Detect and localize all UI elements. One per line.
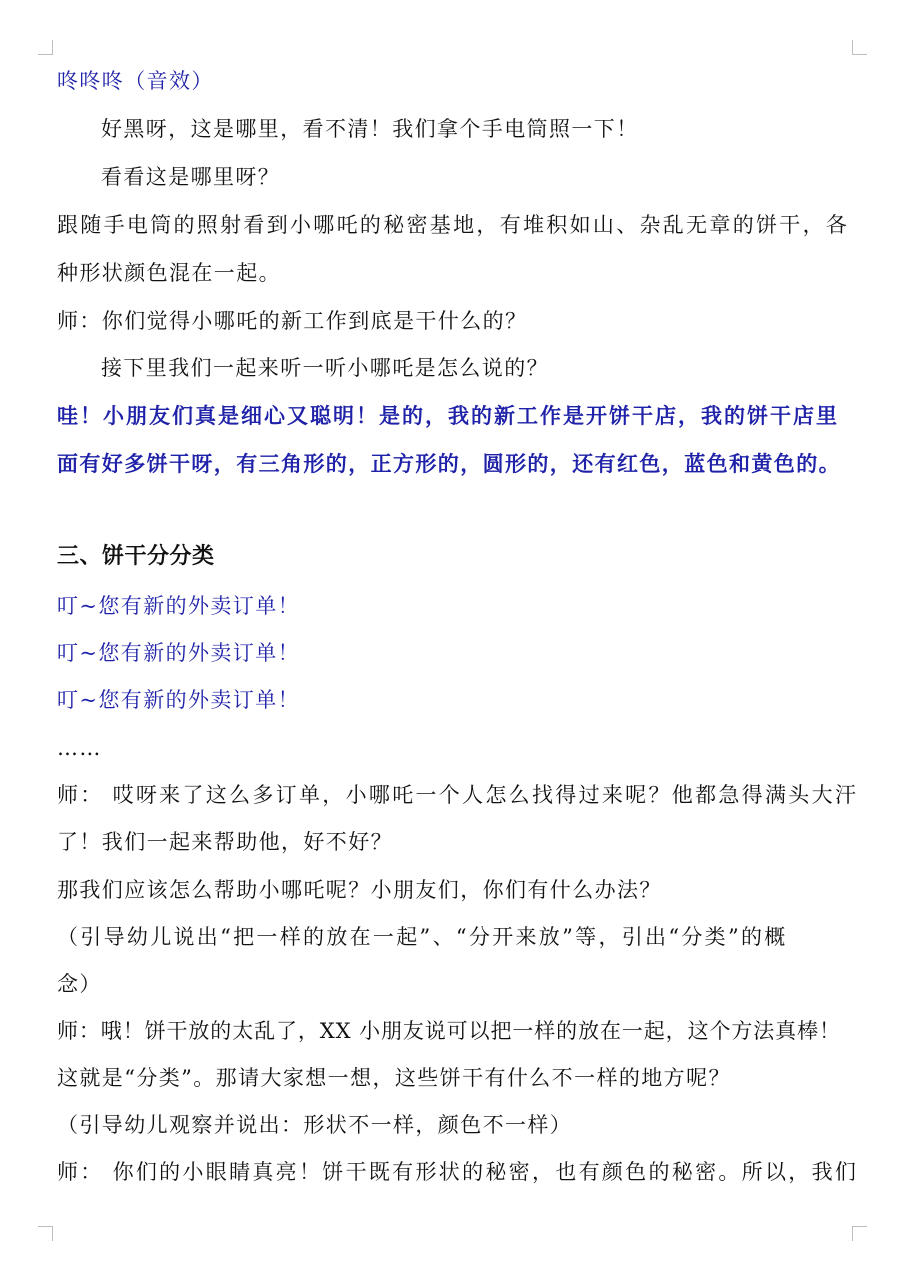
order-notification-line: 叮~您有新的外卖订单！ — [57, 594, 300, 618]
character-dialogue-line: 哇！小朋友们真是细心又聪明！是的，我的新工作是开饼干店，我的饼干店里 — [57, 403, 839, 428]
guidance-note-line: （引导幼儿观察并说出：形状不一样，颜色不一样） — [57, 1113, 573, 1137]
narration-line: 看看这是哪里呀？ — [101, 165, 281, 189]
guidance-note-line: 念） — [57, 972, 102, 996]
order-notification-line: 叮~您有新的外卖订单！ — [57, 641, 300, 665]
section-heading: 三、饼干分分类 — [57, 544, 215, 569]
teacher-line: 了！我们一起来帮助他，好不好？ — [57, 830, 393, 854]
ellipsis-line: …… — [57, 736, 102, 760]
guidance-note-line: （引导幼儿说出“把一样的放在一起”、“分开来放”等，引出“分类”的概 — [57, 925, 788, 949]
character-dialogue-line: 面有好多饼干呀，有三角形的，正方形的，圆形的，还有红色，蓝色和黄色的。 — [57, 451, 841, 476]
paragraph-line: 那我们应该怎么帮助小哪吒呢？小朋友们，你们有什么办法？ — [57, 878, 662, 902]
narration-line: 接下里我们一起来听一听小哪吒是怎么说的？ — [101, 356, 549, 380]
teacher-line: 师：你们觉得小哪吒的新工作到底是干什么的？ — [57, 309, 528, 333]
teacher-line: 师： 哎呀来了这么多订单，小哪吒一个人怎么找得过来呢？他都急得满头大汗 — [57, 783, 859, 807]
teacher-line: 师： 你们的小眼睛真亮！饼干既有形状的秘密，也有颜色的秘密。所以，我们 — [57, 1160, 859, 1184]
narration-line: 好黑呀，这是哪里，看不清！我们拿个手电筒照一下！ — [101, 117, 639, 141]
paragraph-line: 这就是“分类”。那请大家想一想，这些饼干有什么不一样的地方呢？ — [57, 1066, 731, 1090]
paragraph-line: 跟随手电筒的照射看到小哪吒的秘密基地，有堆积如山、杂乱无章的饼干，各 — [57, 213, 850, 237]
sound-effect-line: 咚咚咚（音效） — [57, 69, 214, 93]
paragraph-line: 种形状颜色混在一起。 — [57, 261, 281, 285]
order-notification-line: 叮~您有新的外卖订单！ — [57, 688, 300, 712]
teacher-line: 师：哦！饼干放的太乱了，XX 小朋友说可以把一样的放在一起，这个方法真棒！ — [57, 1019, 841, 1043]
